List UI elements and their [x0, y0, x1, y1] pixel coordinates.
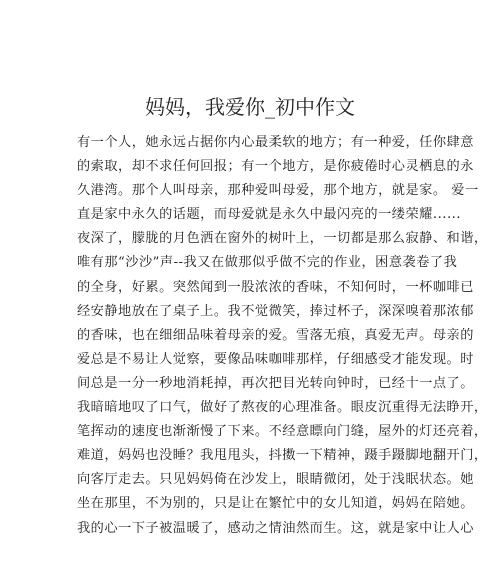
paragraph-line: 的索取，却不求任何回报；有一个地方，是你疲倦时心灵栖息的永: [77, 159, 474, 175]
paragraph-line: 间总是一分一秒地消耗掉，再次把目光转向钟时，已经十一点了。: [77, 375, 474, 391]
paragraph-line: 难道，妈妈也没睡？我甩甩头，抖擞一下精神，蹑手蹑脚地翻开门，: [77, 448, 488, 464]
paragraph-line: 直是家中永久的话题，而母爱就是永久中最闪亮的一缕荣耀......: [77, 207, 462, 223]
paragraph-line: 夜深了，朦胧的月色洒在窗外的树叶上，一切都是那么寂静、和谐，: [77, 231, 488, 247]
document-title: 妈妈，我爱你_初中作文: [145, 95, 355, 119]
document-body: [77, 131, 488, 541]
paragraph-line: 的香味，也在细细品味着母亲的爱。雪落无痕，真爱无声。母亲的: [77, 327, 474, 343]
paragraph-line: 有一个人，她永远占据你内心最柔软的地方；有一种爱，任你肆意: [77, 135, 474, 150]
paragraph-line: 坐在那里，不为别的，只是让在繁忙中的女儿知道，妈妈在陪她。: [77, 496, 474, 512]
paragraph-line: 我暗暗地叹了口气，做好了熬夜的心理准备。眼皮沉重得无法睁开，: [77, 400, 488, 416]
paragraph-line: 爱总是不易让人觉察，要像品味咖啡那样，仔细感受才能发现。时: [77, 351, 474, 367]
paragraph-line: 向客厅走去。只见妈妈倚在沙发上，眼睛微闭，处于浅眠状态。她: [77, 472, 474, 488]
paragraph-line: 经安静地放在了桌子上。我不觉微笑，捧过杯子，深深嗅着那浓郁: [77, 303, 474, 319]
paragraph-line: 唯有那“沙沙”声--我又在做那似乎做不完的作业，困意袭卷了我: [77, 255, 458, 271]
paragraph-line: 久港湾。那个人叫母亲，那种爱叫母爱，那个地方，就是家。 爱一: [77, 183, 479, 199]
paragraph-line: 的全身，好累。突然闻到一股浓浓的香味，不知何时，一杯咖啡已: [77, 279, 474, 295]
paragraph-line: 我的心一下子被温暖了，感动之情油然而生。这，就是家中让人心: [77, 520, 474, 536]
paragraph-line: 笔挥动的速度也渐渐慢了下来。不经意瞟向门缝，屋外的灯还亮着，: [77, 424, 488, 440]
